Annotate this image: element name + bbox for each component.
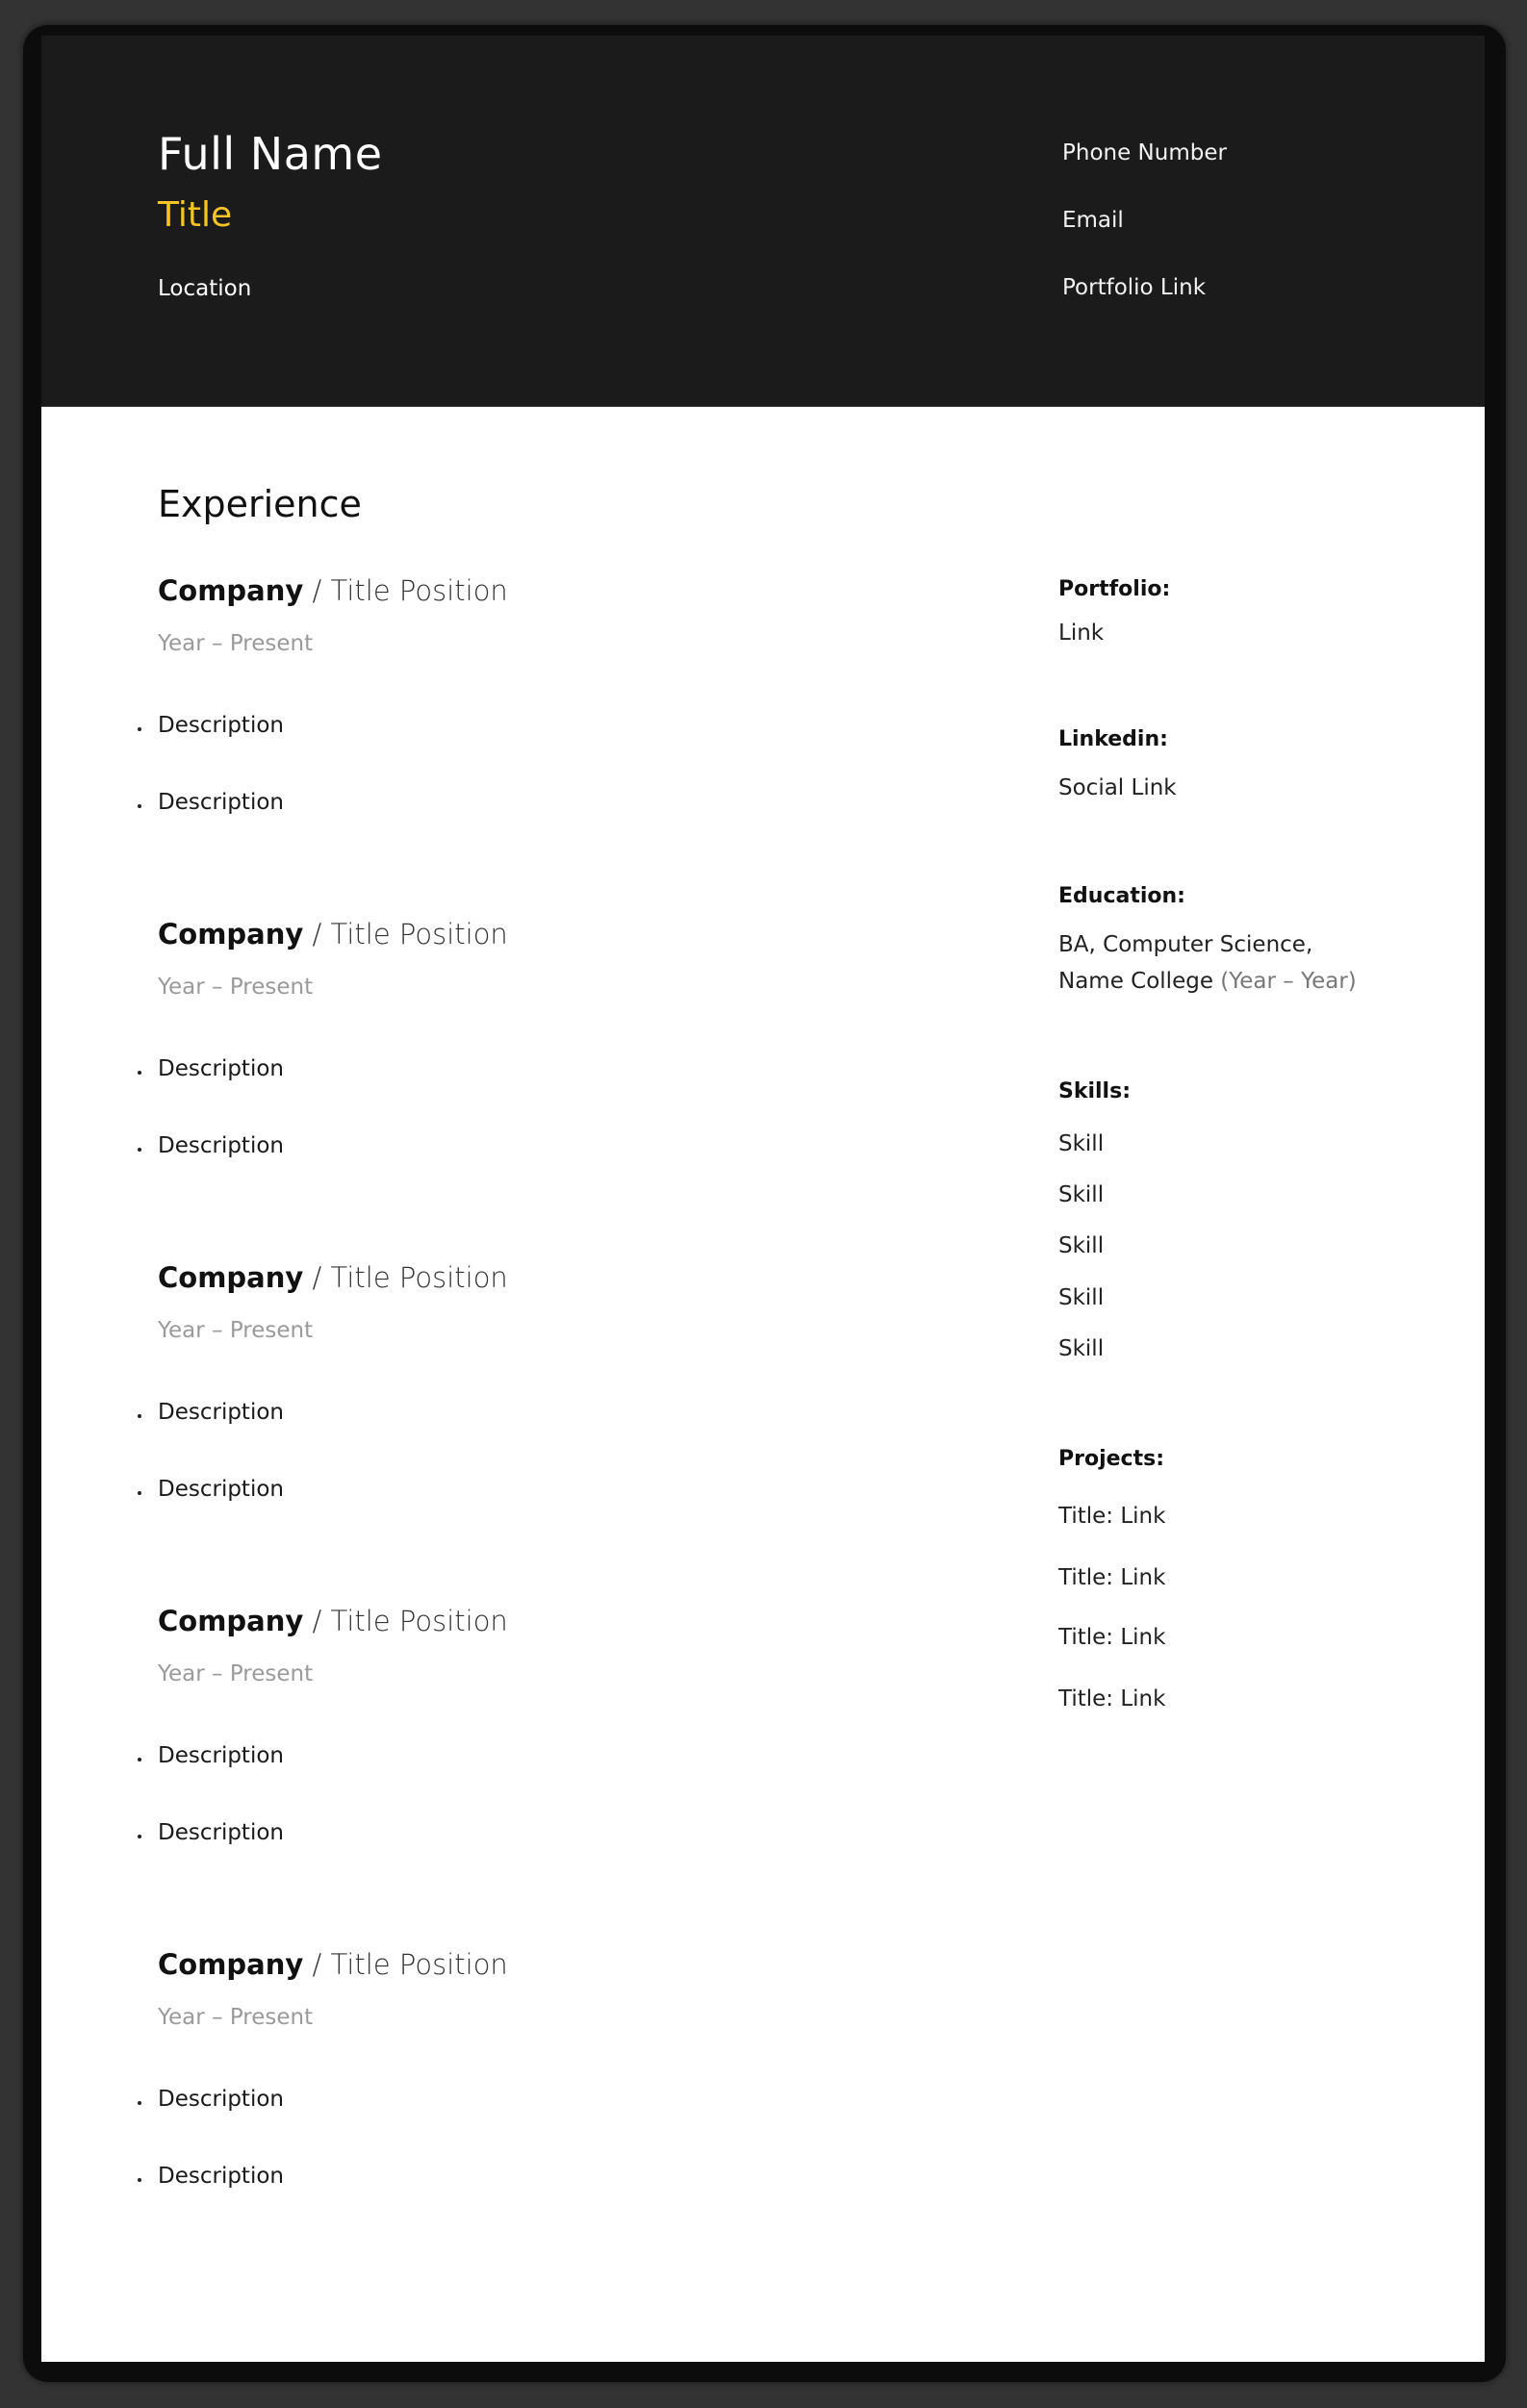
skill-item: Skill bbox=[1058, 1336, 1105, 1361]
email-link[interactable]: Email bbox=[1062, 208, 1124, 233]
education-school-line bbox=[1058, 969, 1357, 994]
separator: / bbox=[312, 1605, 322, 1637]
skill-item: Skill bbox=[1058, 1233, 1105, 1258]
project-link[interactable]: Title: Link bbox=[1058, 1625, 1166, 1650]
linkedin-label: Linkedin: bbox=[1058, 727, 1168, 751]
job-description: Description bbox=[158, 790, 284, 815]
project-link[interactable]: Title: Link bbox=[1058, 1686, 1166, 1711]
bullet-icon bbox=[138, 1491, 141, 1495]
full-name: Full Name bbox=[158, 128, 383, 180]
bullet-icon bbox=[138, 2101, 141, 2105]
company-line bbox=[158, 574, 508, 607]
position-title: Title Position bbox=[330, 1948, 508, 1981]
job-description: Description bbox=[158, 1133, 284, 1158]
company-name: Company bbox=[158, 1948, 304, 1981]
position-title: Title Position bbox=[330, 1605, 508, 1637]
education-school: Name College bbox=[1058, 969, 1213, 994]
education-degree: BA, Computer Science, bbox=[1058, 932, 1313, 957]
project-link[interactable]: Title: Link bbox=[1058, 1504, 1166, 1529]
company-name: Company bbox=[158, 918, 304, 951]
bullet-icon bbox=[138, 804, 141, 808]
bullet-icon bbox=[138, 1071, 141, 1075]
bullet-icon bbox=[138, 727, 141, 731]
job-description: Description bbox=[158, 2164, 284, 2189]
separator: / bbox=[312, 574, 322, 607]
resume-page bbox=[41, 36, 1485, 2362]
job-description: Description bbox=[158, 1477, 284, 1502]
education-label: Education: bbox=[1058, 884, 1185, 908]
job-dates: Year – Present bbox=[158, 1318, 314, 1343]
job-description: Description bbox=[158, 1056, 284, 1081]
phone-number: Phone Number bbox=[1062, 140, 1227, 165]
skill-item: Skill bbox=[1058, 1182, 1105, 1207]
bullet-icon bbox=[138, 1835, 141, 1838]
job-description: Description bbox=[158, 1400, 284, 1425]
education-years: (Year – Year) bbox=[1220, 969, 1357, 994]
skills-label: Skills: bbox=[1058, 1079, 1131, 1103]
position-title: Title Position bbox=[330, 1261, 508, 1294]
position-title: Title Position bbox=[330, 918, 508, 951]
job-title: Title bbox=[158, 195, 233, 235]
job-description: Description bbox=[158, 1820, 284, 1845]
job-description: Description bbox=[158, 713, 284, 738]
portfolio-link[interactable]: Portfolio Link bbox=[1062, 275, 1207, 300]
portfolio-value-link[interactable]: Link bbox=[1058, 621, 1105, 646]
job-dates: Year – Present bbox=[158, 631, 314, 656]
company-line bbox=[158, 1605, 508, 1637]
skill-item: Skill bbox=[1058, 1285, 1105, 1310]
project-link[interactable]: Title: Link bbox=[1058, 1565, 1166, 1590]
company-line bbox=[158, 1261, 508, 1294]
job-description: Description bbox=[158, 1743, 284, 1768]
bullet-icon bbox=[138, 1758, 141, 1762]
portfolio-label: Portfolio: bbox=[1058, 577, 1171, 601]
separator: / bbox=[312, 918, 322, 951]
job-dates: Year – Present bbox=[158, 1661, 314, 1686]
separator: / bbox=[312, 1261, 322, 1294]
projects-label: Projects: bbox=[1058, 1447, 1164, 1471]
job-description: Description bbox=[158, 2087, 284, 2112]
job-dates: Year – Present bbox=[158, 2005, 314, 2030]
company-name: Company bbox=[158, 1605, 304, 1637]
company-name: Company bbox=[158, 1261, 304, 1294]
skill-item: Skill bbox=[1058, 1131, 1105, 1156]
resume-header bbox=[41, 36, 1485, 407]
company-line bbox=[158, 1948, 508, 1981]
bullet-icon bbox=[138, 2178, 141, 2182]
location: Location bbox=[158, 276, 252, 301]
experience-heading: Experience bbox=[158, 483, 362, 525]
bullet-icon bbox=[138, 1414, 141, 1418]
job-dates: Year – Present bbox=[158, 975, 314, 1000]
bullet-icon bbox=[138, 1148, 141, 1152]
company-line bbox=[158, 918, 508, 951]
position-title: Title Position bbox=[330, 574, 508, 607]
linkedin-value-link[interactable]: Social Link bbox=[1058, 775, 1177, 800]
company-name: Company bbox=[158, 574, 304, 607]
separator: / bbox=[312, 1948, 322, 1981]
